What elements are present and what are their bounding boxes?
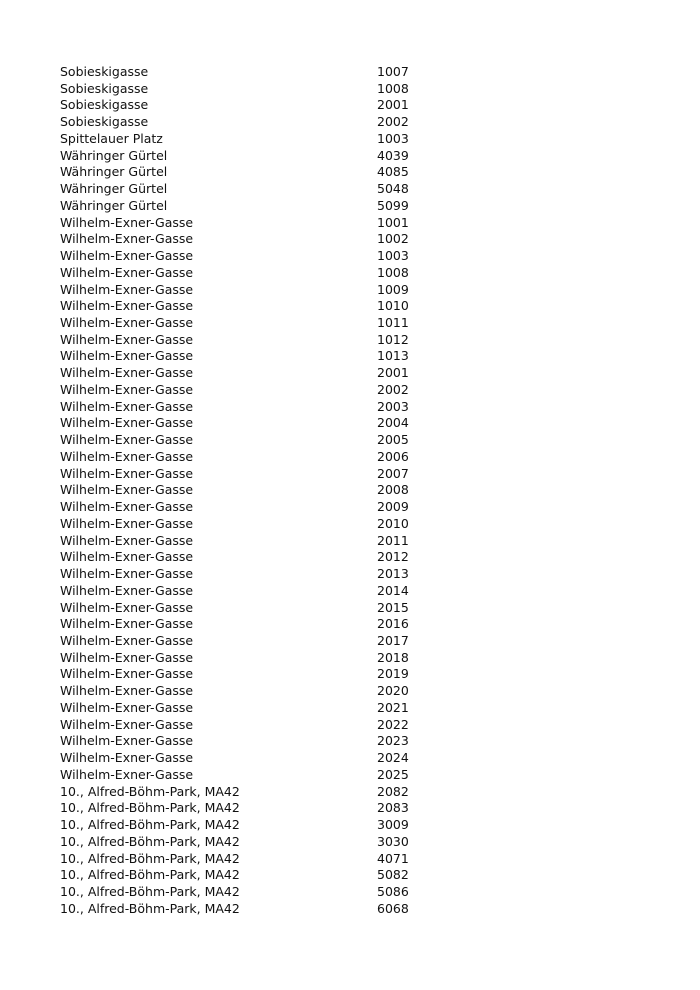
house-number: 2002: [377, 381, 409, 397]
list-item: [60, 633, 460, 650]
street-name: Wilhelm-Exner-Gasse: [60, 616, 194, 632]
list-item: [60, 767, 460, 784]
list-item: [60, 131, 460, 148]
street-name: Wilhelm-Exner-Gasse: [60, 348, 194, 364]
house-number: 2022: [377, 716, 409, 732]
street-name: Wilhelm-Exner-Gasse: [60, 683, 194, 699]
address-list: [60, 64, 460, 917]
house-number: 2025: [377, 766, 409, 782]
house-number: 1007: [377, 64, 409, 79]
street-name: Wilhelm-Exner-Gasse: [60, 515, 194, 531]
list-item: [60, 415, 460, 432]
house-number: 2014: [377, 582, 409, 598]
list-item: [60, 884, 460, 901]
street-name: Wilhelm-Exner-Gasse: [60, 264, 194, 280]
house-number: 1009: [377, 281, 409, 297]
list-item: [60, 834, 460, 851]
house-number: 2013: [377, 566, 409, 582]
house-number: 1001: [377, 214, 409, 230]
street-name: 10., Alfred-Böhm-Park, MA42: [60, 783, 240, 799]
street-name: Wilhelm-Exner-Gasse: [60, 599, 194, 615]
list-item: [60, 248, 460, 265]
list-item: [60, 851, 460, 868]
street-name: Sobieskigasse: [60, 114, 149, 130]
list-item: [60, 683, 460, 700]
house-number: 3030: [377, 833, 409, 849]
street-name: 10., Alfred-Böhm-Park, MA42: [60, 883, 240, 899]
street-name: Wilhelm-Exner-Gasse: [60, 281, 194, 297]
street-name: Währinger Gürtel: [60, 147, 168, 163]
street-name: Wilhelm-Exner-Gasse: [60, 448, 194, 464]
street-name: Wilhelm-Exner-Gasse: [60, 248, 194, 264]
list-item: [60, 148, 460, 165]
street-name: Sobieskigasse: [60, 97, 149, 113]
street-name: Wilhelm-Exner-Gasse: [60, 750, 194, 766]
list-item: [60, 750, 460, 767]
list-item: [60, 817, 460, 834]
list-item: [60, 583, 460, 600]
house-number: 2007: [377, 465, 409, 481]
house-number: 6068: [377, 900, 409, 916]
house-number: 1008: [377, 264, 409, 280]
list-item: [60, 231, 460, 248]
street-name: Wilhelm-Exner-Gasse: [60, 365, 194, 381]
house-number: 1012: [377, 331, 409, 347]
list-item: [60, 265, 460, 282]
list-item: [60, 482, 460, 499]
house-number: 2011: [377, 532, 409, 548]
list-item: [60, 382, 460, 399]
house-number: 1002: [377, 231, 409, 247]
street-name: Wilhelm-Exner-Gasse: [60, 482, 194, 498]
list-item: [60, 215, 460, 232]
house-number: 1011: [377, 315, 409, 331]
list-item: [60, 114, 460, 131]
house-number: 4039: [377, 147, 409, 163]
house-number: 2020: [377, 683, 409, 699]
list-item: [60, 399, 460, 416]
street-name: Wilhelm-Exner-Gasse: [60, 231, 194, 247]
street-name: Währinger Gürtel: [60, 164, 168, 180]
street-name: Wilhelm-Exner-Gasse: [60, 415, 194, 431]
list-item: [60, 332, 460, 349]
house-number: 2008: [377, 482, 409, 498]
list-item: [60, 282, 460, 299]
list-item: [60, 198, 460, 215]
list-item: [60, 298, 460, 315]
house-number: 2004: [377, 415, 409, 431]
street-name: Wilhelm-Exner-Gasse: [60, 298, 194, 314]
list-item: [60, 181, 460, 198]
list-item: [60, 164, 460, 181]
list-item: [60, 733, 460, 750]
house-number: 5086: [377, 883, 409, 899]
house-number: 4071: [377, 850, 409, 866]
list-item: [60, 81, 460, 98]
street-name: Wilhelm-Exner-Gasse: [60, 214, 194, 230]
house-number: 1003: [377, 248, 409, 264]
street-name: Wilhelm-Exner-Gasse: [60, 733, 194, 749]
house-number: 2082: [377, 783, 409, 799]
list-item: [60, 616, 460, 633]
list-item: [60, 315, 460, 332]
street-name: Wilhelm-Exner-Gasse: [60, 331, 194, 347]
house-number: 2018: [377, 649, 409, 665]
list-item: [60, 449, 460, 466]
street-name: Wilhelm-Exner-Gasse: [60, 465, 194, 481]
list-item: [60, 499, 460, 516]
list-item: [60, 700, 460, 717]
street-name: Spittelauer Platz: [60, 130, 163, 146]
house-number: 2021: [377, 699, 409, 715]
list-item: [60, 867, 460, 884]
house-number: 5099: [377, 197, 409, 213]
house-number: 2002: [377, 114, 409, 130]
street-name: Wilhelm-Exner-Gasse: [60, 549, 194, 565]
street-name: Wilhelm-Exner-Gasse: [60, 566, 194, 582]
street-name: Währinger Gürtel: [60, 197, 168, 213]
street-name: Wilhelm-Exner-Gasse: [60, 716, 194, 732]
house-number: 2012: [377, 549, 409, 565]
house-number: 1013: [377, 348, 409, 364]
house-number: 2015: [377, 599, 409, 615]
list-item: [60, 466, 460, 483]
house-number: 1008: [377, 80, 409, 96]
street-name: Wilhelm-Exner-Gasse: [60, 766, 194, 782]
list-item: [60, 666, 460, 683]
house-number: 4085: [377, 164, 409, 180]
list-item: [60, 365, 460, 382]
house-number: 1003: [377, 130, 409, 146]
street-name: Sobieskigasse: [60, 64, 149, 79]
house-number: 2006: [377, 448, 409, 464]
list-item: [60, 784, 460, 801]
list-item: [60, 600, 460, 617]
list-item: [60, 97, 460, 114]
house-number: 5048: [377, 181, 409, 197]
street-name: Wilhelm-Exner-Gasse: [60, 315, 194, 331]
house-number: 2024: [377, 750, 409, 766]
house-number: 2019: [377, 666, 409, 682]
street-name: 10., Alfred-Böhm-Park, MA42: [60, 900, 240, 916]
house-number: 2083: [377, 800, 409, 816]
house-number: 3009: [377, 817, 409, 833]
street-name: Währinger Gürtel: [60, 181, 168, 197]
house-number: 2001: [377, 365, 409, 381]
house-number: 2023: [377, 733, 409, 749]
house-number: 2009: [377, 499, 409, 515]
house-number: 2010: [377, 515, 409, 531]
street-name: Wilhelm-Exner-Gasse: [60, 582, 194, 598]
street-name: Sobieskigasse: [60, 80, 149, 96]
street-name: 10., Alfred-Böhm-Park, MA42: [60, 800, 240, 816]
street-name: Wilhelm-Exner-Gasse: [60, 699, 194, 715]
house-number: 2003: [377, 398, 409, 414]
list-item: [60, 566, 460, 583]
house-number: 5082: [377, 867, 409, 883]
street-name: 10., Alfred-Böhm-Park, MA42: [60, 817, 240, 833]
list-item: [60, 549, 460, 566]
street-name: Wilhelm-Exner-Gasse: [60, 649, 194, 665]
list-item: [60, 64, 460, 81]
list-item: [60, 901, 460, 918]
street-name: Wilhelm-Exner-Gasse: [60, 532, 194, 548]
street-name: Wilhelm-Exner-Gasse: [60, 381, 194, 397]
list-item: [60, 717, 460, 734]
list-item: [60, 533, 460, 550]
street-name: Wilhelm-Exner-Gasse: [60, 499, 194, 515]
house-number: 1010: [377, 298, 409, 314]
street-name: 10., Alfred-Böhm-Park, MA42: [60, 867, 240, 883]
street-name: 10., Alfred-Böhm-Park, MA42: [60, 850, 240, 866]
house-number: 2005: [377, 432, 409, 448]
house-number: 2017: [377, 632, 409, 648]
list-item: [60, 348, 460, 365]
house-number: 2001: [377, 97, 409, 113]
street-name: Wilhelm-Exner-Gasse: [60, 432, 194, 448]
street-name: 10., Alfred-Böhm-Park, MA42: [60, 833, 240, 849]
list-item: [60, 650, 460, 667]
street-name: Wilhelm-Exner-Gasse: [60, 666, 194, 682]
list-item: [60, 516, 460, 533]
list-item: [60, 432, 460, 449]
street-name: Wilhelm-Exner-Gasse: [60, 632, 194, 648]
street-name: Wilhelm-Exner-Gasse: [60, 398, 194, 414]
house-number: 2016: [377, 616, 409, 632]
list-item: [60, 800, 460, 817]
